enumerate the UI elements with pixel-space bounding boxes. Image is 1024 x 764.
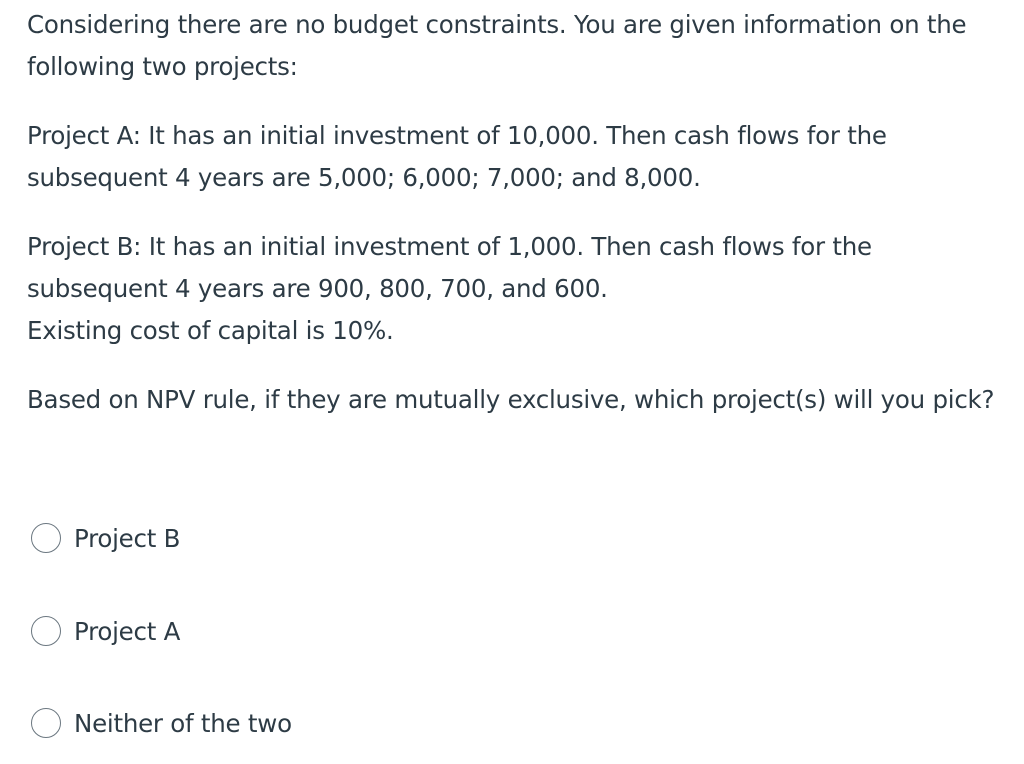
question-intro: Considering there are no budget constraints. You are given information on the following two projects:: [27, 10, 967, 81]
answer-option-label: Project A: [74, 616, 181, 646]
question-project-a: Project A: It has an initial investment of 10,000. Then cash flows for the subsequent 4 years are 5,000; 6,000; 7,000; and 8,000.: [27, 121, 887, 192]
answer-option-label: Project B: [74, 523, 181, 553]
answer-option-project-b[interactable]: [31, 518, 180, 558]
question-cost-of-capital: Existing cost of capital is 10%.: [27, 316, 394, 345]
answer-option-neither[interactable]: [31, 703, 292, 743]
radio-button[interactable]: [31, 616, 61, 646]
answer-option-project-a[interactable]: [31, 611, 180, 651]
answer-option-label: Neither of the two: [74, 708, 292, 738]
radio-button[interactable]: [31, 523, 61, 553]
question-text: [27, 4, 1017, 421]
question-project-b: Project B: It has an initial investment of 1,000. Then cash flows for the subsequent 4 years are 900, 800, 700, and 600.: [27, 232, 872, 303]
radio-button[interactable]: [31, 708, 61, 738]
question-prompt: Based on NPV rule, if they are mutually exclusive, which project(s) will you pick?: [27, 385, 995, 414]
